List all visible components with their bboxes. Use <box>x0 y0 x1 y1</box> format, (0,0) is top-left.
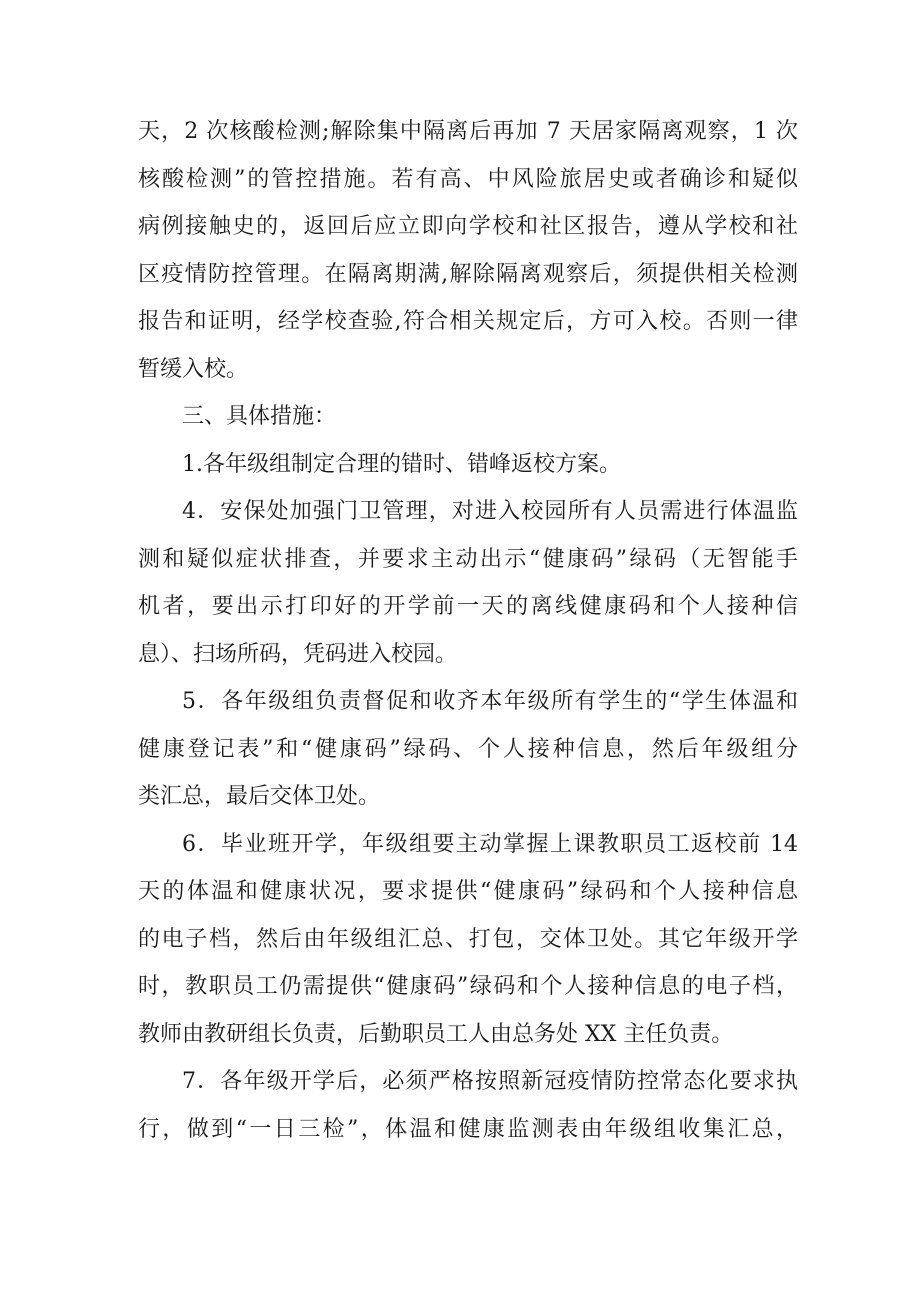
text-line: 息）、扫场所码，凭码进入校园。 <box>138 641 458 667</box>
list-item: 6．毕业班开学，年级组要主动掌握上课教职员工返校前 14 <box>182 831 798 857</box>
text-line: 报告和证明，经学校查验,符合相关规定后，方可入校。否则一律 <box>138 309 798 334</box>
text-line: 健康登记表”和“健康码”绿码、个人接种信息，然后年级组分 <box>138 736 798 762</box>
text-line: 区疫情防控管理。在隔离期满,解除隔离观察后，须提供相关检测 <box>138 261 798 287</box>
text-line: 病例接触史的，返回后应立即向学校和社区报告，遵从学校和社 <box>138 214 798 239</box>
list-item: 7．各年级开学后，必须严格按照新冠疫情防控常态化要求执 <box>182 1069 798 1094</box>
list-item: 5．各年级组负责督促和收齐本年级所有学生的“学生体温和 <box>182 689 798 714</box>
text-line: 核酸检测”的管控措施。若有高、中风险旅居史或者确诊和疑似 <box>138 166 798 192</box>
document-body <box>138 108 798 1153</box>
text-line: 天，2 次核酸检测;解除集中隔离后再加 7 天居家隔离观察，1 次 <box>138 119 798 144</box>
section-heading: 三、具体措施： <box>182 404 337 429</box>
text-line: 天的体温和健康状况，要求提供“健康码”绿码和个人接种信息 <box>138 879 798 904</box>
text-line: 暂缓入校。 <box>138 356 249 382</box>
list-item: 1.各年级组制定合理的错时、错峰返校方案。 <box>182 451 621 477</box>
list-item: 4．安保处加强门卫管理，对进入校园所有人员需进行体温监 <box>182 499 798 524</box>
text-line: 类汇总，最后交体卫处。 <box>138 784 381 809</box>
text-line: 测和疑似症状排查，并要求主动出示“健康码”绿码（无智能手 <box>138 546 798 572</box>
text-line: 行，做到“一日三检”，体温和健康监测表由年级组收集汇总， <box>138 1116 798 1142</box>
text-line: 的电子档，然后由年级组汇总、打包，交体卫处。其它年级开学 <box>138 926 798 952</box>
text-line: 机者，要出示打印好的开学前一天的离线健康码和个人接种信 <box>138 594 798 619</box>
text-line: 时，教职员工仍需提供“健康码”绿码和个人接种信息的电子档， <box>138 974 798 999</box>
text-line: 教师由教研组长负责，后勤职员工人由总务处 XX 主任负责。 <box>138 1021 734 1047</box>
